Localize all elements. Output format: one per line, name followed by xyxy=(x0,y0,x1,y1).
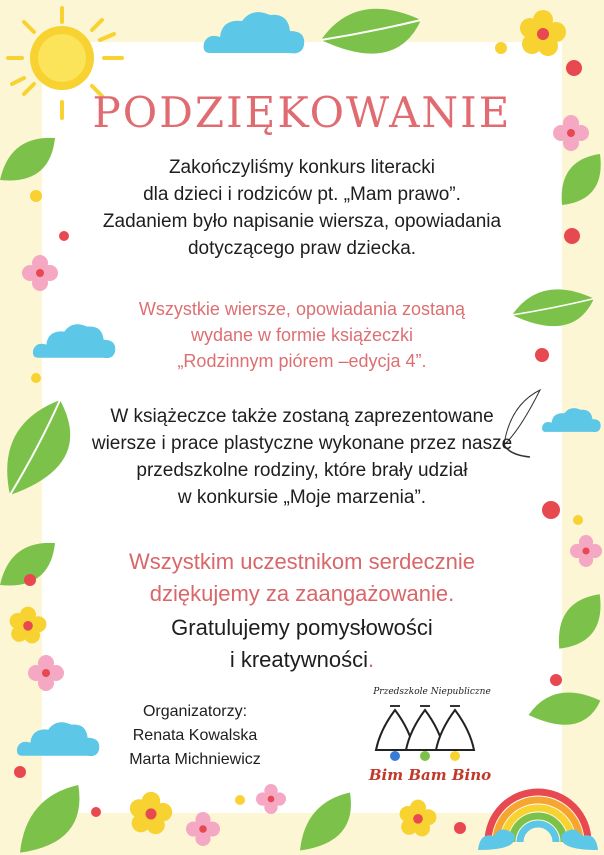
logo-name: Bim Bam Bino xyxy=(368,766,492,784)
text-line: dotyczącego praw dziecka. xyxy=(187,238,417,259)
text-line: Wszystkie wiersze, opowiadania zostaną xyxy=(138,299,466,319)
text-line xyxy=(0,644,604,676)
text-line: „Rodzinnym piórem –edycja 4”. xyxy=(177,351,427,371)
organizers-block xyxy=(100,700,290,772)
organizers-label: Organizatorzy: xyxy=(142,703,248,720)
intro-paragraph xyxy=(0,154,604,262)
text-line: Zakończyliśmy konkurs literacki xyxy=(168,157,436,178)
text-line: dla dzieci i rodziców pt. „Mam prawo”. xyxy=(143,184,461,205)
text-line: w konkursie „Moje marzenia”. xyxy=(177,487,427,508)
text-line: przedszkolne rodziny, które brały udział xyxy=(136,460,468,481)
organizer-name: Renata Kowalska xyxy=(132,727,258,744)
thanks-paragraph xyxy=(0,546,604,610)
congrats-period: . xyxy=(368,647,375,672)
congrats-paragraph xyxy=(0,612,604,676)
congrats-line2: i kreatywności xyxy=(229,647,369,672)
text-line: Wszystkim uczestnikom serdecznie xyxy=(129,549,475,574)
publication-paragraph xyxy=(0,296,604,374)
logo-top-text: Przedszkole Niepubliczne xyxy=(373,687,491,697)
bells-logo-icon xyxy=(370,700,486,766)
text-line: wiersze i prace plastyczne wykonane przez nasze xyxy=(91,433,513,454)
text-line: Gratulujemy pomysłowości xyxy=(171,615,433,640)
organizer-name: Marta Michniewicz xyxy=(129,751,261,768)
text-line: wydane w formie książeczki xyxy=(190,325,414,345)
text-line: dziękujemy za zaangażowanie. xyxy=(149,581,455,606)
text-line: W książeczce także zostaną zaprezentowane xyxy=(110,406,494,427)
page-title: PODZIĘKOWANIE xyxy=(92,88,512,137)
text-line: Zadaniem było napisanie wiersza, opowiadania xyxy=(102,211,502,232)
booklet-paragraph xyxy=(0,403,604,511)
